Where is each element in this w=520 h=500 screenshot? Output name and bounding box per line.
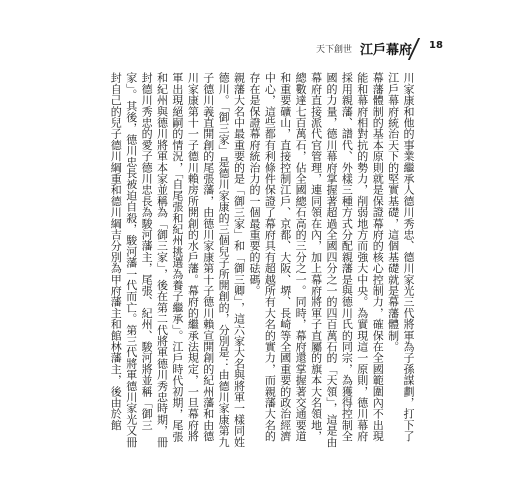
paragraph: 川家康和他的事業繼承人德川秀忠、德川家光三代將軍為子孫謀劃，打下了江戶幕府統治天下的堅實基礎，這個基礎就是幕藩體制。 [386, 72, 415, 442]
body-text [97, 72, 416, 452]
page-number: 18 [429, 40, 443, 51]
paragraph: 親藩大名中最重要的是「御三家」和「御三卿」，這六家大名與將軍一樣同姓德川。「御三家」是德川家康的三個兒子所開創的，分別是：由德川家康第九子德川義直開創的尾張藩，由德川家康第十子德川賴宣開創的紀州藩和由德川家康第十一子德川賴房所開創的水戶藩。幕府的繼承法規定，一旦幕府將軍出現絕嗣的情況，「自尾張和紀州挑選為養子繼承」。江戶時代初期，尾張和紀州與德川將軍本家並稱為「御三家」，後在第二代將軍德川秀忠時期，冊封德川秀忠的愛子德川忠長為駿河藩主，尾張、紀州、駿河將並稱「御三家」。其後，德川忠長被迫自殺，駿河藩一代而亡。第三代將軍德川家光又冊封自己的兒子德川綱重和德川綱吉分別為甲府藩主和館林藩主，後由於館 [109, 72, 246, 448]
section-title: 天下創世 [316, 44, 353, 55]
paragraph: 幕藩體制的基本原則就是保證幕府的核心控制力，確保在全國範圍內不出現能和幕府相對抗的勢力，削弱地方而強大中央。為實現這一原則，德川幕府採用親藩、譜代、外樣三種方式分配親藩是與德川氏的同宗，為獲得控制全國的力量，德川幕府掌握著超過全國四分之一的四百萬石的「天領」，這是由幕府直接派代官管理，連同領在內，加上幕府將軍子直屬的旗本大名領地，總數達七百萬石，佔全國總石高的三分之一。同時，幕府還掌握著交通要道和重要礦山，直接控制江戶、京都、大阪、堺、長崎等全國重要的政治經濟中心，這些都有利條件保證了幕府具有超越所有大名的實力，而親藩大名的存在是保證幕府統治力的一個最重要的砝碼。 [247, 72, 385, 448]
chapter-title: 江戶幕府 [360, 42, 413, 58]
running-header [316, 38, 443, 58]
